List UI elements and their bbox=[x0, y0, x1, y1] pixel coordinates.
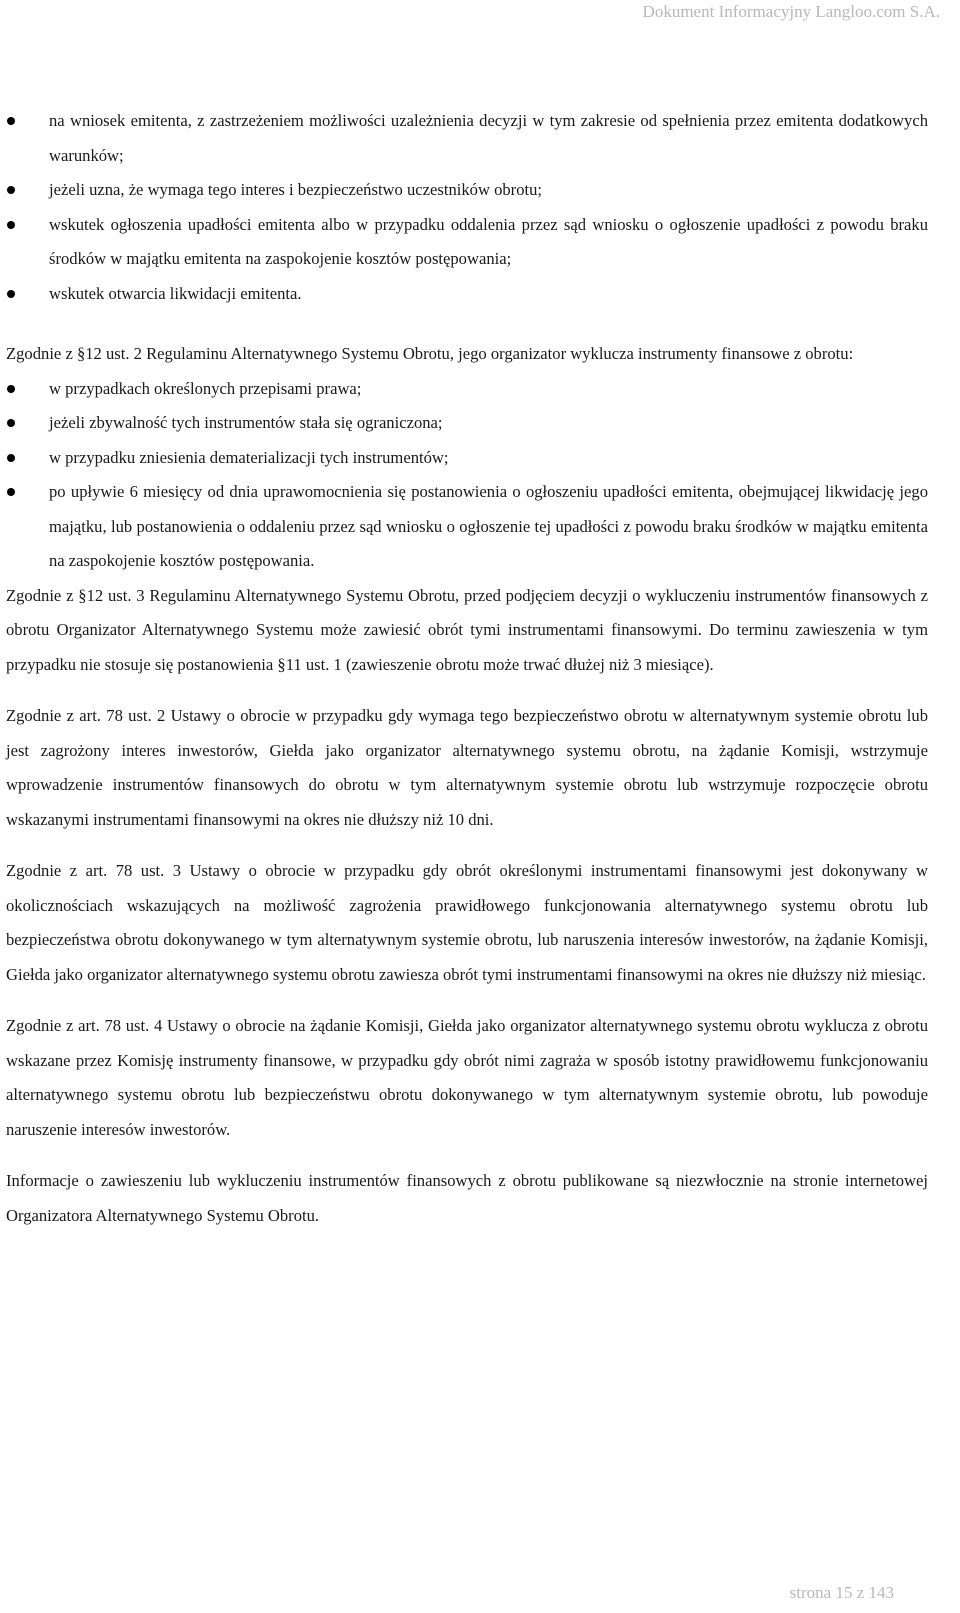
list-item-text: na wniosek emitenta, z zastrzeżeniem możliwości uzależnienia decyzji w tym zakresie od spełnienia przez emitenta dodatkowych warunków; bbox=[49, 111, 928, 165]
bullet-icon bbox=[7, 221, 15, 229]
list-item bbox=[6, 372, 928, 407]
list-item-text: jeżeli uzna, że wymaga tego interes i bezpieczeństwo uczestników obrotu; bbox=[49, 180, 543, 199]
list-item-text: w przypadku zniesienia dematerializacji tych instrumentów; bbox=[49, 447, 449, 467]
bullet-icon bbox=[7, 385, 15, 393]
list-item-text: wskutek otwarcia likwidacji emitenta. bbox=[49, 283, 302, 303]
list-item-text: w przypadkach określonych przepisami prawa; bbox=[49, 378, 362, 398]
paragraph-regulation-12-3: Zgodnie z §12 ust. 3 Regulaminu Alternatywnego Systemu Obrotu, przed podjęciem decyzji o wykluczeniu instrumentów finansowych z obrotu Organizator Alternatywnego Systemu może zawiesić obrót tymi instrumentami finansowymi. Do terminu zawieszenia w tym przypadku nie stosuje się postanowienia §11 ust. 1 (zawieszenie obrotu może trwać dłużej niż 3 miesiące). bbox=[6, 585, 928, 674]
list-item bbox=[6, 441, 928, 476]
list-item bbox=[6, 277, 928, 312]
bullet-icon bbox=[7, 419, 15, 427]
list-item-text: wskutek ogłoszenia upadłości emitenta albo w przypadku oddalenia przez sąd wniosku o ogłoszenie upadłości z powodu braku środków w majątku emitenta na zaspokojenie kosztów postępowania; bbox=[49, 214, 928, 268]
paragraph-publication: Informacje o zawieszeniu lub wykluczeniu instrumentów finansowych z obrotu publikowane są niezwłocznie na stronie internetowej Organizatora Alternatywnego Systemu Obrotu. bbox=[6, 1171, 928, 1225]
bullet-list-suspension bbox=[6, 104, 928, 311]
list-item bbox=[6, 475, 928, 579]
document-body bbox=[6, 104, 928, 1233]
page-number: strona 15 z 143 bbox=[789, 1583, 894, 1602]
list-item-text: po upływie 6 miesięcy od dnia uprawomocnienia się postanowienia o ogłoszeniu upadłości emitenta, obejmującej likwidację jego majątku, lub postanowienia o oddaleniu przez sąd wniosku o ogłoszenie tej upadłości z powodu braku środków w majątku emitenta na zaspokojenie kosztów postępowania. bbox=[49, 482, 928, 570]
list-item bbox=[6, 104, 928, 173]
bullet-icon bbox=[7, 454, 15, 462]
document-header: Dokument Informacyjny Langloo.com S.A. bbox=[642, 2, 940, 21]
bullet-list-exclusion bbox=[6, 372, 928, 579]
list-item bbox=[6, 406, 928, 441]
bullet-icon bbox=[7, 186, 15, 194]
list-item bbox=[6, 173, 928, 208]
bullet-icon bbox=[7, 117, 15, 125]
paragraph-art-78-2: Zgodnie z art. 78 ust. 2 Ustawy o obrocie w przypadku gdy wymaga tego bezpieczeństwo obrotu w alternatywnym systemie obrotu lub jest zagrożony interes inwestorów, Giełda jako organizator alternatywnego systemu obrotu, na żądanie Komisji, wstrzymuje wprowadzenie instrumentów finansowych do obrotu w tym alternatywnym systemie obrotu lub wstrzymuje rozpoczęcie obrotu wskazanymi instrumentami finansowymi na okres nie dłuższy niż 10 dni. bbox=[6, 706, 928, 829]
bullet-icon bbox=[7, 290, 15, 298]
paragraph-art-78-4: Zgodnie z art. 78 ust. 4 Ustawy o obrocie na żądanie Komisji, Giełda jako organizator alternatywnego systemu obrotu wyklucza z obrotu wskazane przez Komisję instrumenty finansowe, w przypadku gdy obrót nimi zagraża w sposób istotny prawidłowemu funkcjonowaniu alternatywnego systemu obrotu lub bezpieczeństwu obrotu dokonywanego w tym alternatywnym systemie obrotu, lub powoduje naruszenie interesów inwestorów. bbox=[6, 1016, 928, 1139]
list-item-text: jeżeli zbywalność tych instrumentów stała się ograniczona; bbox=[49, 413, 443, 432]
bullet-icon bbox=[7, 488, 15, 496]
paragraph-art-78-3: Zgodnie z art. 78 ust. 3 Ustawy o obrocie w przypadku gdy obrót określonymi instrumentami finansowymi jest dokonywany w okolicznościach wskazujących na możliwość zagrożenia prawidłowego funkcjonowania alternatywnego systemu obrotu lub bezpieczeństwa obrotu dokonywanego w tym alternatywnym systemie obrotu, lub naruszenia interesów inwestorów, na żądanie Komisji, Giełda jako organizator alternatywnego systemu obrotu zawiesza obrót tymi instrumentami finansowymi na okres nie dłuższy niż miesiąc. bbox=[6, 861, 928, 984]
paragraph-exclusion-intro: Zgodnie z §12 ust. 2 Regulaminu Alternatywnego Systemu Obrotu, jego organizator wyklucza instrumenty finansowe z obrotu: bbox=[6, 344, 854, 363]
list-item bbox=[6, 208, 928, 277]
